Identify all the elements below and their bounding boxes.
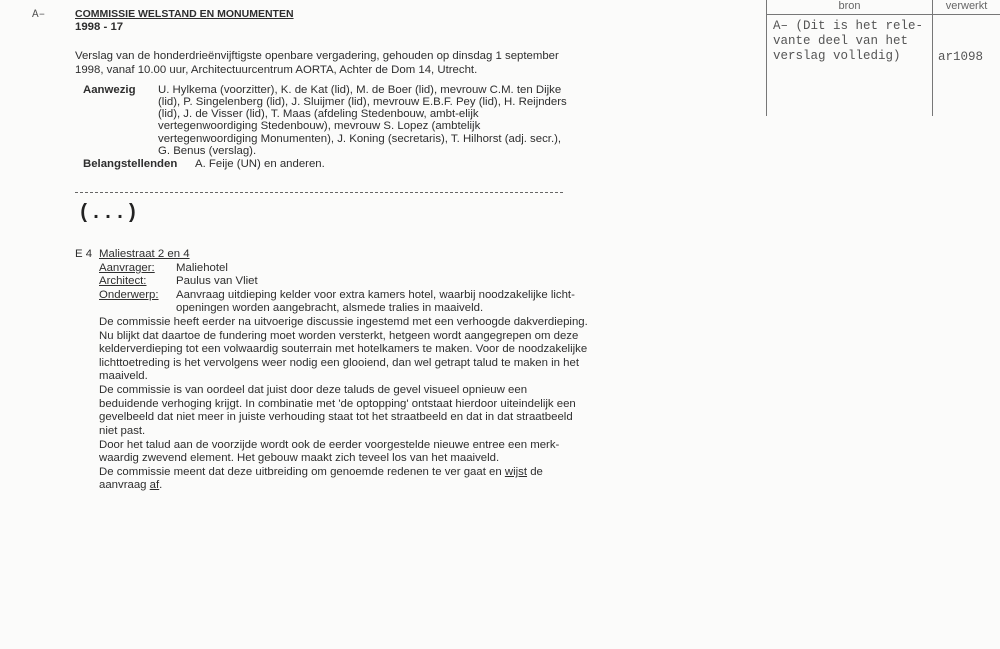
present-line: U. Hylkema (voorzitter), K. de Kat (lid), M. de Boer (lid), mevrouw C.M. ten Dijke (158, 84, 562, 96)
conclusion-text: . (159, 479, 163, 491)
present-line: (lid), P. Singelenberg (lid), J. Sluijmer (lid), mevrouw E.B.F. Pey (lid), H. Reijnders (158, 96, 567, 108)
interested-label: Belangstellenden (83, 158, 178, 170)
present-line: G. Benus (verslag). (158, 145, 257, 157)
source-line: vante deel van het (773, 34, 909, 48)
table-border (932, 0, 933, 116)
body-line: Nu blijkt dat daartoe de fundering moet worden versterkt, hetgeen wordt aangegrepen om deze (99, 330, 579, 342)
commission-title: COMMISSIE WELSTAND EN MONUMENTEN (75, 8, 294, 20)
present-line: (lid), J. de Visser (lid), T. Maas (afdeling Stedenbouw, ambt-elijk (158, 108, 479, 120)
column-header-processed: verwerkt (945, 0, 988, 12)
body-line: lichttoetreding is het vervolgens weer nodig een glooiend, dan wel getrapt talud te maken in het (99, 357, 579, 369)
body-line: gevelbeeld dat niet meer in juiste verhouding staat tot het straatbeeld en dat in dat straatbeeld (99, 411, 573, 423)
dashed-divider (75, 192, 563, 193)
subject-line: openingen worden aangebracht, alsmede tralies in maaiveld. (176, 302, 484, 314)
ellipsis: (...) (78, 202, 139, 225)
body-line: De commissie is van oordeel dat juist door deze taluds de gevel visueel opnieuw een (99, 384, 528, 396)
present-line: vertegenwoordiging Monumenten), J. Koning (secretaris), T. Hilhorst (adj. secr.), (158, 133, 562, 145)
conclusion-line-1 (99, 466, 543, 479)
present-label: Aanwezig (83, 84, 136, 96)
table-border (766, 0, 767, 116)
conclusion-text: de (527, 466, 543, 478)
conclusion-text: De commissie meent dat deze uitbreiding om genoemde redenen te ver gaat en (99, 466, 505, 478)
present-line: vertegenwoordiging Stedenbouw), mevrouw S. Lopez (ambtelijk (158, 120, 481, 132)
source-line: A– (Dit is het rele- (773, 19, 924, 33)
architect: Paulus van Vliet (176, 275, 258, 287)
conclusion-text: aanvraag (99, 479, 150, 491)
source-line: verslag volledig) (773, 49, 901, 63)
body-line: Door het talud aan de voorzijde wordt ook de eerder voorgestelde nieuwe entree een merk- (99, 439, 560, 451)
architect-label: Architect: (99, 275, 147, 287)
table-border (766, 14, 1000, 15)
processed-code: ar1098 (938, 50, 984, 64)
item-title: Maliestraat 2 en 4 (99, 248, 190, 260)
body-line: De commissie heeft eerder na uitvoerige discussie ingestemd met een verhoogde dakverdieping. (99, 316, 588, 328)
item-code: E 4 (75, 248, 93, 260)
column-header-source: bron (838, 0, 861, 12)
conclusion-line-2 (99, 479, 162, 492)
subject-line: Aanvraag uitdieping kelder voor extra kamers hotel, waarbij noodzakelijke licht- (176, 289, 575, 301)
body-line: waardig zwevend element. Het gebouw maakt zich teveel los van het maaiveld. (99, 452, 500, 464)
body-line: niet past. (99, 425, 146, 437)
intro-line-1: Verslag van de honderdrieënvijftigste openbare vergadering, gehouden op dinsdag 1 september (75, 50, 559, 62)
body-line: kelderverdieping tot een volwaardig souterrain met hotelkamers te maken. Voor de noodzakelijke (99, 343, 588, 355)
conclusion-emphasis: wijst (504, 466, 528, 478)
body-line: maaiveld. (99, 370, 148, 382)
conclusion-emphasis: af (149, 479, 160, 491)
body-line: beduidende verhoging krijgt. In combinatie met 'de optopping' ontstaat hierdoor uiteindelijk een (99, 398, 576, 410)
report-number: 1998 - 17 (75, 21, 124, 33)
interested-value: A. Feije (UN) en anderen. (195, 158, 325, 170)
subject-label: Onderwerp: (99, 289, 159, 301)
applicant-label: Aanvrager: (99, 262, 155, 274)
intro-line-2: 1998, vanaf 10.00 uur, Architectuurcentrum AORTA, Achter de Dom 14, Utrecht. (75, 64, 478, 76)
applicant: Maliehotel (176, 262, 228, 274)
margin-mark: A– (32, 9, 46, 21)
